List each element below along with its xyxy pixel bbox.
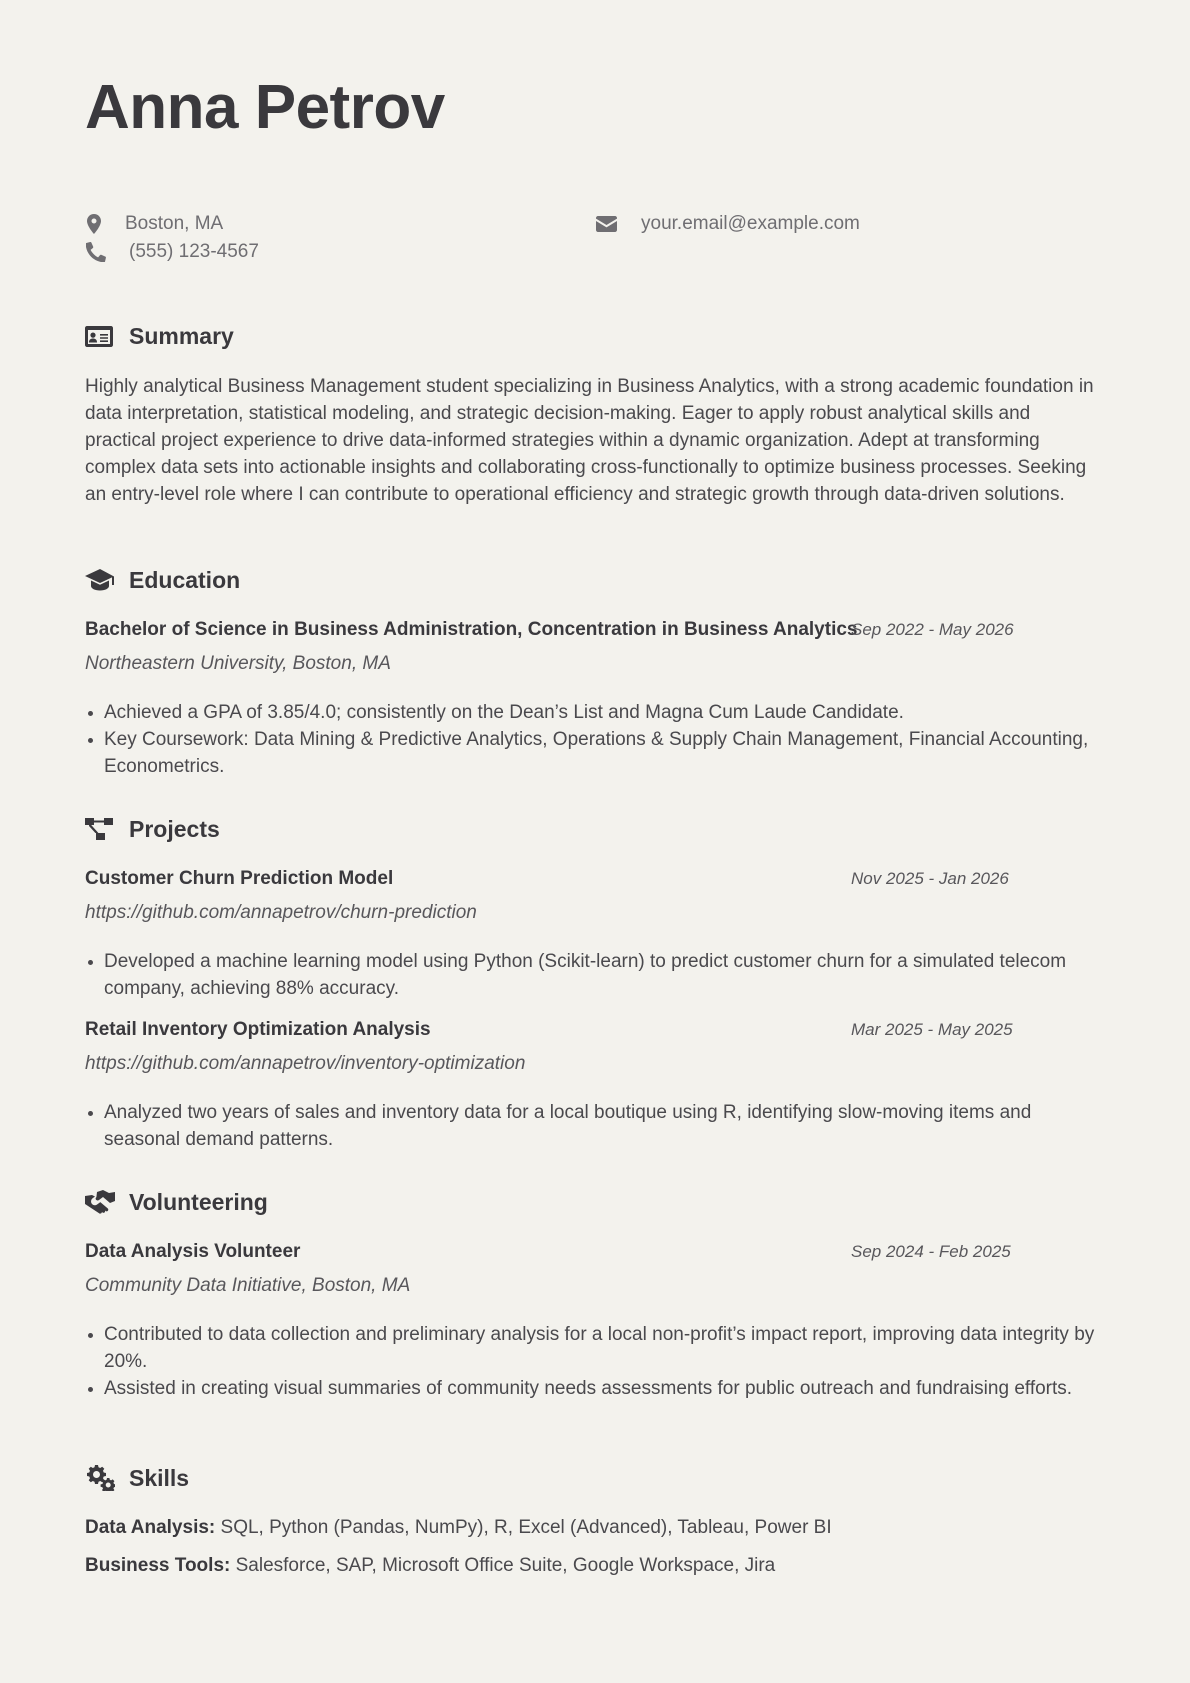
- list-item: Achieved a GPA of 3.85/4.0; consistently on the Dean’s List and Magna Cum Laude Candidate.: [85, 699, 1105, 726]
- list-item: Developed a machine learning model using Python (Scikit-learn) to predict customer churn for a simulated telecom company, achieving 88% accuracy.: [85, 948, 1105, 1002]
- section-skills-heading: [85, 1462, 189, 1494]
- project-dates: Mar 2025 - May 2025: [851, 1020, 1013, 1039]
- skill-group-label: Business Tools:: [85, 1555, 231, 1576]
- project-bullets: [85, 948, 1105, 1002]
- skill-group-value: Salesforce, SAP, Microsoft Office Suite, Google Workspace, Jira: [235, 1555, 776, 1576]
- candidate-name: Anna Petrov: [85, 73, 445, 142]
- section-title-text: Summary: [129, 322, 234, 349]
- skill-group-label: Data Analysis:: [85, 1517, 216, 1538]
- location-text: Boston, MA: [125, 213, 224, 234]
- section-title-text: Volunteering: [129, 1188, 268, 1215]
- summary-text: Highly analytical Business Management student specializing in Business Analytics, with a strong academic foundation in data interpretation, statistical modeling, and strategic decision-making. Eager to apply robust analytical skills and practical project experience to drive data-informed strategies within a dynamic organization. Adept at transforming complex data sets into actionable insights and collaborating cross-functionally to optimize business processes. Seeking an entry-level role where I can contribute to operational efficiency and strategic growth through data-driven solutions.: [85, 376, 1094, 505]
- cogs-icon: [85, 1465, 115, 1491]
- handshake-icon: [85, 1190, 115, 1214]
- map-marker-icon: [85, 214, 103, 234]
- education-school: Northeastern University, Boston, MA: [85, 653, 391, 674]
- list-item: Contributed to data collection and preliminary analysis for a local non-profit’s impact report, improving data integrity by 20%.: [85, 1321, 1105, 1375]
- volunteer-role: Data Analysis Volunteer: [85, 1241, 301, 1262]
- list-item: Assisted in creating visual summaries of community needs assessments for public outreach and fundraising efforts.: [85, 1375, 1105, 1402]
- volunteer-bullets: [85, 1321, 1105, 1402]
- contact-phone: [85, 239, 259, 265]
- contact-email: [595, 211, 860, 237]
- project-name: Retail Inventory Optimization Analysis: [85, 1019, 431, 1040]
- section-title-text: Projects: [129, 815, 220, 842]
- list-item: Analyzed two years of sales and inventory data for a local boutique using R, identifying slow-moving items and seasonal demand patterns.: [85, 1099, 1105, 1153]
- section-title-text: Skills: [129, 1464, 190, 1491]
- email-text: your.email@example.com: [641, 213, 860, 234]
- list-item: Key Coursework: Data Mining & Predictive Analytics, Operations & Supply Chain Management, Financial Accounting, Econometrics.: [85, 726, 1105, 780]
- skill-group-value: SQL, Python (Pandas, NumPy), R, Excel (Advanced), Tableau, Power BI: [220, 1517, 832, 1538]
- skill-group: [85, 1515, 832, 1541]
- volunteer-org: Community Data Initiative, Boston, MA: [85, 1275, 411, 1296]
- envelope-icon: [595, 216, 617, 232]
- project-diagram-icon: [85, 818, 115, 840]
- volunteer-dates: Sep 2024 - Feb 2025: [851, 1242, 1011, 1261]
- section-summary-heading: [85, 320, 234, 352]
- graduation-cap-icon: [85, 569, 115, 591]
- phone-icon: [85, 242, 107, 262]
- section-volunteering-heading: [85, 1186, 268, 1218]
- phone-text: (555) 123-4567: [129, 241, 259, 262]
- project-bullets: [85, 1099, 1105, 1153]
- section-title-text: Education: [129, 566, 241, 593]
- project-url[interactable]: https://github.com/annapetrov/inventory-optimization: [85, 1053, 526, 1074]
- contact-location: [85, 211, 223, 237]
- project-url[interactable]: https://github.com/annapetrov/churn-prediction: [85, 902, 477, 923]
- education-dates: Sep 2022 - May 2026: [851, 620, 1014, 639]
- id-card-icon: [85, 326, 115, 347]
- section-education-heading: [85, 564, 240, 596]
- education-degree: Bachelor of Science in Business Administration, Concentration in Business Analytics: [85, 619, 858, 640]
- education-bullets: [85, 699, 1105, 780]
- project-name: Customer Churn Prediction Model: [85, 868, 394, 889]
- project-dates: Nov 2025 - Jan 2026: [851, 869, 1009, 888]
- section-projects-heading: [85, 813, 220, 845]
- skill-group: [85, 1553, 775, 1579]
